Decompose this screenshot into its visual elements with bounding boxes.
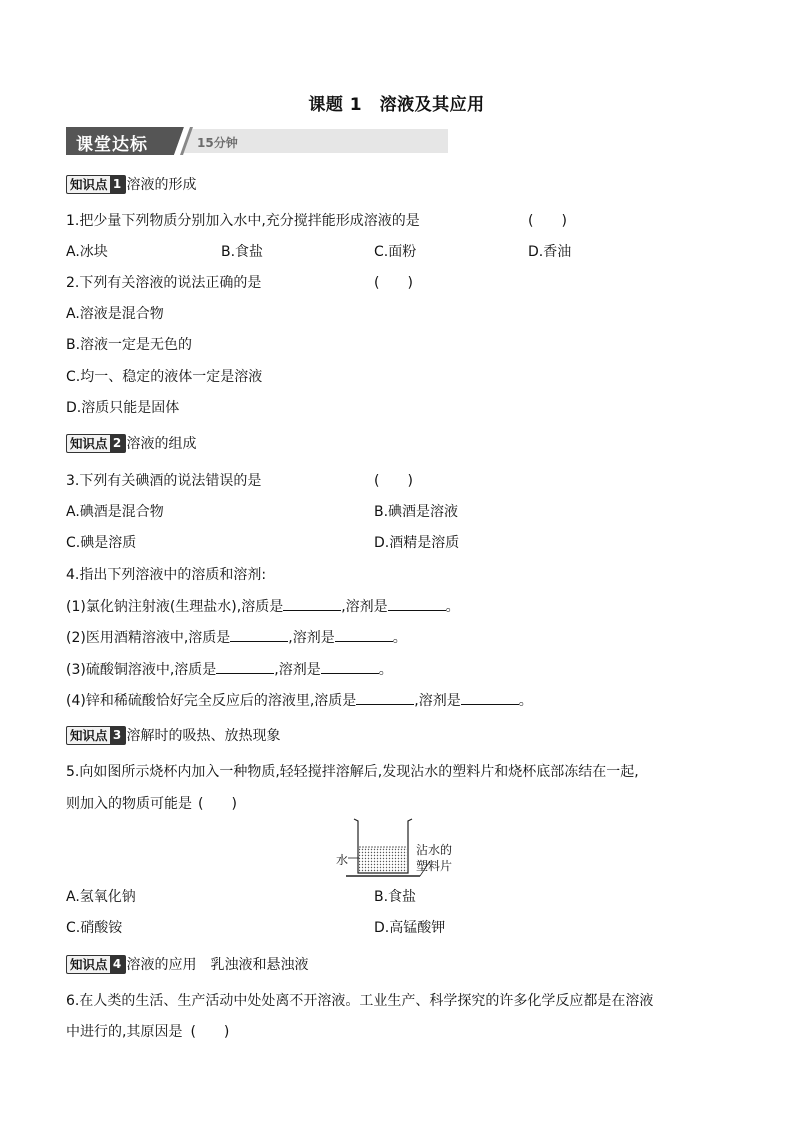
option-a: A.氢氧化钠 [66,889,136,905]
knowledge-point-3 [66,724,281,746]
answer-blank[interactable] [356,690,414,705]
knowledge-point-title: 溶液的形成 [126,177,197,193]
option-b: B.溶液一定是无色的 [66,337,193,353]
answer-paren[interactable]: ( ) [190,1024,230,1040]
question-5-stem: 5.向如图所示烧杯内加入一种物质,轻轻搅拌溶解后,发现沾水的塑料片和烧杯底部冻结在一起, [66,764,639,780]
answer-blank[interactable] [321,659,379,674]
knowledge-point-title: 溶解时的吸热、放热现象 [126,728,281,744]
question-1-stem: 1.把少量下列物质分别加入水中,充分搅拌能形成溶液的是 [66,213,420,229]
answer-blank[interactable] [335,627,393,642]
banner-label: 课堂达标 [76,135,148,155]
sheet-label-1: 沾水的 [416,843,453,857]
water-label: 水 [336,853,349,867]
option-a: A.溶液是混合物 [66,306,164,322]
page-title: 课题 1 溶液及其应用 [308,95,485,115]
answer-paren[interactable]: ( ) [374,275,413,291]
option-b: B.食盐 [221,244,264,260]
knowledge-point-badge: 知识点 4 [66,955,126,974]
question-6-stem: 6.在人类的生活、生产活动中处处离不开溶液。工业生产、科学探究的许多化学反应都是在溶液 [66,993,654,1009]
option-b: B.碘酒是溶液 [374,504,459,520]
question-2-stem: 2.下列有关溶液的说法正确的是 [66,275,262,291]
question-6-stem-2: 中进行的,其原因是 ( ) [66,1024,230,1040]
knowledge-point-badge: 知识点 1 [66,175,126,194]
answer-blank[interactable] [230,627,288,642]
question-4-item-2: (2)医用酒精溶液中,溶质是 ,溶剂是 。 [66,627,407,648]
section-banner [66,127,448,155]
question-3-stem: 3.下列有关碘酒的说法错误的是 [66,473,262,489]
question-4-item-3: (3)硫酸铜溶液中,溶质是 ,溶剂是 。 [66,659,393,680]
banner-time: 15分钟 [197,136,238,150]
question-5-stem-2: 则加入的物质可能是 ( ) [66,796,237,812]
question-4-stem: 4.指出下列溶液中的溶质和溶剂: [66,567,267,583]
knowledge-point-badge: 知识点 2 [66,434,126,453]
option-c: C.硝酸铵 [66,920,123,936]
answer-blank[interactable] [283,596,341,611]
question-4-item-4: (4)锌和稀硫酸恰好完全反应后的溶液里,溶质是 ,溶剂是 。 [66,690,533,711]
option-d: D.溶质只能是固体 [66,400,180,416]
beaker-figure [334,815,464,885]
answer-paren[interactable]: ( ) [374,473,413,489]
answer-paren[interactable]: ( ) [198,796,237,812]
knowledge-point-title: 溶液的应用 乳浊液和悬浊液 [126,957,309,973]
option-c: C.碘是溶质 [66,535,137,551]
knowledge-point-1 [66,173,197,195]
knowledge-point-title: 溶液的组成 [126,436,197,452]
sheet-label-2: 塑料片 [416,859,453,873]
knowledge-point-badge: 知识点 3 [66,726,126,745]
knowledge-point-4 [66,953,309,975]
option-a: A.冰块 [66,244,108,260]
answer-blank[interactable] [216,659,274,674]
option-b: B.食盐 [374,889,417,905]
option-c: C.均一、稳定的液体一定是溶液 [66,369,263,385]
option-d: D.高锰酸钾 [374,920,446,936]
option-d: D.酒精是溶质 [374,535,460,551]
question-4-item-1: (1)氯化钠注射液(生理盐水),溶质是 ,溶剂是 。 [66,596,460,617]
knowledge-point-2 [66,432,197,454]
option-d: D.香油 [528,244,572,260]
answer-paren[interactable]: ( ) [528,213,567,229]
answer-blank[interactable] [388,596,446,611]
option-a: A.碘酒是混合物 [66,504,164,520]
option-c: C.面粉 [374,244,417,260]
answer-blank[interactable] [461,690,519,705]
